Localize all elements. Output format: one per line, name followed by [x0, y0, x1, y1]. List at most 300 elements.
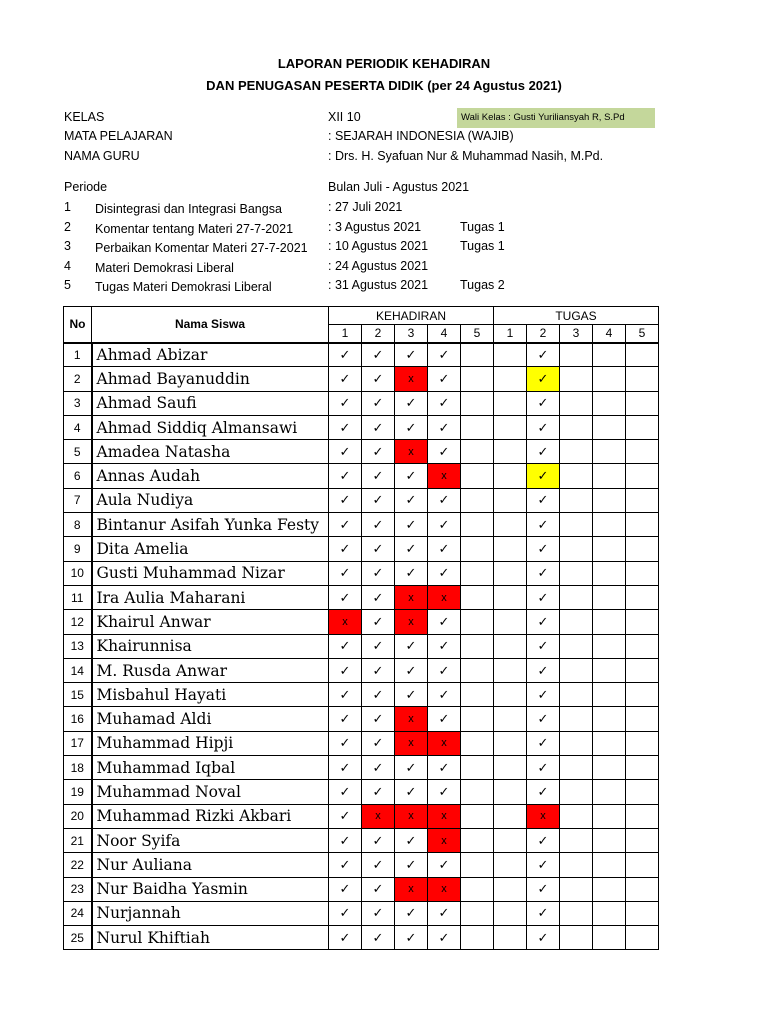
kehadiran-cell: ✓	[329, 415, 362, 439]
tugas-cell	[593, 828, 626, 852]
tugas-cell	[494, 804, 527, 828]
kehadiran-cell: ✓	[329, 804, 362, 828]
kehadiran-cell: ✓	[362, 853, 395, 877]
kehadiran-cell: ✓	[362, 513, 395, 537]
kehadiran-cell: ✓	[395, 513, 428, 537]
tugas-cell: ✓	[527, 513, 560, 537]
kehadiran-cell: ✓	[362, 415, 395, 439]
tugas-cell	[626, 756, 659, 780]
tugas-cell	[626, 731, 659, 755]
guru-label: NAMA GURU	[64, 149, 140, 163]
kehadiran-cell: ✓	[395, 634, 428, 658]
student-no: 1	[64, 343, 92, 367]
kehadiran-col-header: 1	[329, 325, 362, 343]
guru-value: : Drs. H. Syafuan Nur & Muhammad Nasih, M.Pd.	[328, 149, 604, 163]
tugas-cell	[560, 853, 593, 877]
tugas-cell: ✓	[527, 901, 560, 925]
student-name: Ira Aulia Maharani	[92, 585, 329, 609]
tugas-cell	[626, 367, 659, 391]
student-no: 16	[64, 707, 92, 731]
student-name: M. Rusda Anwar	[92, 658, 329, 682]
tugas-cell	[494, 683, 527, 707]
tugas-cell	[560, 707, 593, 731]
student-name: Aula Nudiya	[92, 488, 329, 512]
student-no: 5	[64, 440, 92, 464]
student-name: Nurjannah	[92, 901, 329, 925]
tugas-cell	[593, 367, 626, 391]
kehadiran-cell	[461, 561, 494, 585]
student-name: Ahmad Saufi	[92, 391, 329, 415]
tugas-cell	[626, 683, 659, 707]
tugas-cell	[626, 391, 659, 415]
tugas-cell	[626, 804, 659, 828]
tugas-cell	[494, 343, 527, 367]
tugas-header: TUGAS	[494, 307, 659, 325]
tugas-cell: ✓	[527, 926, 560, 950]
kehadiran-cell: ✓	[428, 488, 461, 512]
student-name: Muhammad Iqbal	[92, 756, 329, 780]
kehadiran-cell	[461, 707, 494, 731]
tugas-cell	[593, 585, 626, 609]
student-name: Muhammad Hipji	[92, 731, 329, 755]
periode-item-date: : 31 Agustus 2021	[328, 278, 429, 292]
periode-item-date: : 3 Agustus 2021	[328, 219, 422, 234]
tugas-cell	[560, 683, 593, 707]
student-name: Amadea Natasha	[92, 440, 329, 464]
kehadiran-cell: ✓	[362, 440, 395, 464]
tugas-cell	[593, 780, 626, 804]
periode-item-date: : 10 Agustus 2021	[328, 239, 429, 253]
kehadiran-cell: ✓	[329, 585, 362, 609]
periode-item-topic: Tugas Materi Demokrasi Liberal	[95, 280, 272, 294]
tugas-cell	[593, 391, 626, 415]
kehadiran-cell: ✓	[395, 391, 428, 415]
tugas-cell: ✓	[527, 780, 560, 804]
kehadiran-cell: ✓	[362, 780, 395, 804]
tugas-cell	[593, 537, 626, 561]
kehadiran-header: KEHADIRAN	[329, 307, 494, 325]
tugas-cell	[494, 415, 527, 439]
periode-item-topic: Komentar tentang Materi 27-7-2021	[95, 221, 294, 236]
student-no: 19	[64, 780, 92, 804]
tugas-cell	[626, 343, 659, 367]
kehadiran-cell: ✓	[362, 828, 395, 852]
student-no: 18	[64, 756, 92, 780]
tugas-cell: ✓	[527, 464, 560, 488]
student-no: 7	[64, 488, 92, 512]
kehadiran-cell: ✓	[395, 561, 428, 585]
tugas-cell: ✓	[527, 585, 560, 609]
table-row	[64, 658, 659, 682]
table-row	[64, 634, 659, 658]
kehadiran-cell	[461, 343, 494, 367]
kehadiran-cell	[461, 780, 494, 804]
student-no: 21	[64, 828, 92, 852]
tugas-cell	[560, 415, 593, 439]
tugas-cell	[494, 464, 527, 488]
tugas-cell	[626, 415, 659, 439]
tugas-cell	[560, 561, 593, 585]
kehadiran-cell: ✓	[428, 561, 461, 585]
tugas-cell	[560, 731, 593, 755]
kehadiran-cell: ✓	[362, 367, 395, 391]
tugas-cell	[560, 464, 593, 488]
tugas-cell	[560, 828, 593, 852]
kehadiran-cell: ✓	[428, 780, 461, 804]
kehadiran-cell: ✓	[362, 877, 395, 901]
student-no: 25	[64, 926, 92, 950]
table-row	[64, 731, 659, 755]
kehadiran-cell: ✓	[329, 853, 362, 877]
tugas-cell: ✓	[527, 537, 560, 561]
tugas-cell	[626, 537, 659, 561]
table-row	[64, 804, 659, 828]
tugas-cell	[626, 488, 659, 512]
table-row	[64, 853, 659, 877]
kehadiran-cell: x	[428, 585, 461, 609]
kehadiran-cell: x	[362, 804, 395, 828]
kehadiran-cell: ✓	[362, 561, 395, 585]
tugas-cell	[494, 877, 527, 901]
kehadiran-cell	[461, 683, 494, 707]
kehadiran-cell: ✓	[362, 901, 395, 925]
kehadiran-cell: ✓	[428, 926, 461, 950]
kehadiran-cell: ✓	[395, 343, 428, 367]
periode-item-no: 1	[64, 200, 71, 214]
kehadiran-cell: x	[395, 440, 428, 464]
kehadiran-cell: ✓	[329, 877, 362, 901]
kehadiran-cell: ✓	[329, 731, 362, 755]
kehadiran-cell: ✓	[395, 853, 428, 877]
tugas-cell	[626, 926, 659, 950]
kehadiran-cell: ✓	[428, 610, 461, 634]
kehadiran-cell: ✓	[428, 658, 461, 682]
tugas-cell: ✓	[527, 415, 560, 439]
tugas-cell: ✓	[527, 367, 560, 391]
tugas-cell	[593, 877, 626, 901]
student-no: 10	[64, 561, 92, 585]
col-nama-header: Nama Siswa	[92, 307, 329, 343]
student-name: Khairunnisa	[92, 634, 329, 658]
kehadiran-cell	[461, 926, 494, 950]
tugas-cell	[560, 537, 593, 561]
table-row	[64, 756, 659, 780]
kehadiran-cell: ✓	[329, 756, 362, 780]
table-row	[64, 391, 659, 415]
kehadiran-cell: ✓	[428, 440, 461, 464]
tugas-cell	[494, 440, 527, 464]
tugas-cell	[560, 343, 593, 367]
student-no: 8	[64, 513, 92, 537]
tugas-cell	[626, 585, 659, 609]
table-row	[64, 707, 659, 731]
table-row	[64, 877, 659, 901]
table-row	[64, 585, 659, 609]
tugas-cell: ✓	[527, 731, 560, 755]
tugas-cell	[560, 634, 593, 658]
student-no: 15	[64, 683, 92, 707]
kehadiran-cell: ✓	[329, 901, 362, 925]
kehadiran-cell: ✓	[395, 901, 428, 925]
tugas-cell	[494, 488, 527, 512]
tugas-cell	[593, 804, 626, 828]
tugas-cell: ✓	[527, 391, 560, 415]
student-name: Misbahul Hayati	[92, 683, 329, 707]
kehadiran-cell: ✓	[362, 926, 395, 950]
kehadiran-cell	[461, 488, 494, 512]
tugas-cell	[560, 391, 593, 415]
tugas-cell	[560, 901, 593, 925]
kehadiran-cell: x	[395, 804, 428, 828]
kehadiran-col-header: 3	[395, 325, 428, 343]
tugas-cell: ✓	[527, 853, 560, 877]
tugas-cell	[560, 610, 593, 634]
kehadiran-cell: x	[428, 464, 461, 488]
tugas-cell	[593, 440, 626, 464]
kehadiran-cell: x	[395, 610, 428, 634]
kehadiran-cell: ✓	[428, 901, 461, 925]
student-name: Nur Baidha Yasmin	[92, 877, 329, 901]
tugas-cell: ✓	[527, 634, 560, 658]
student-no: 14	[64, 658, 92, 682]
kehadiran-cell: x	[395, 585, 428, 609]
table-row	[64, 561, 659, 585]
kehadiran-cell: ✓	[329, 707, 362, 731]
kehadiran-cell: ✓	[362, 488, 395, 512]
student-name: Muhamad Aldi	[92, 707, 329, 731]
tugas-cell	[626, 707, 659, 731]
tugas-cell	[626, 513, 659, 537]
tugas-cell	[626, 901, 659, 925]
tugas-cell: ✓	[527, 488, 560, 512]
mapel-label: MATA PELAJARAN	[64, 129, 173, 143]
student-name: Annas Audah	[92, 464, 329, 488]
kehadiran-cell: x	[329, 610, 362, 634]
kehadiran-cell	[461, 464, 494, 488]
tugas-cell	[494, 513, 527, 537]
kehadiran-cell: ✓	[395, 828, 428, 852]
periode-item-task: Tugas 2	[460, 278, 505, 292]
student-name: Ahmad Siddiq Almansawi	[92, 415, 329, 439]
periode-item-no: 3	[64, 239, 71, 253]
kehadiran-cell: ✓	[329, 391, 362, 415]
tugas-cell: ✓	[527, 343, 560, 367]
kehadiran-cell: x	[428, 877, 461, 901]
kehadiran-cell: ✓	[362, 683, 395, 707]
kehadiran-cell: ✓	[362, 585, 395, 609]
mapel-value: : SEJARAH INDONESIA (WAJIB)	[328, 129, 514, 143]
kehadiran-col-header: 5	[461, 325, 494, 343]
kehadiran-cell	[461, 585, 494, 609]
tugas-cell	[494, 634, 527, 658]
tugas-cell	[494, 658, 527, 682]
table-row	[64, 415, 659, 439]
student-name: Ahmad Abizar	[92, 343, 329, 367]
periode-item-no: 5	[64, 278, 71, 292]
kehadiran-cell: x	[395, 877, 428, 901]
tugas-cell	[626, 440, 659, 464]
kehadiran-cell: ✓	[395, 464, 428, 488]
tugas-cell	[494, 707, 527, 731]
kehadiran-cell: ✓	[329, 634, 362, 658]
kehadiran-cell: ✓	[329, 561, 362, 585]
tugas-cell	[560, 877, 593, 901]
tugas-cell	[494, 731, 527, 755]
kehadiran-cell: ✓	[428, 513, 461, 537]
kehadiran-cell: ✓	[428, 756, 461, 780]
kehadiran-cell: ✓	[329, 683, 362, 707]
student-no: 23	[64, 877, 92, 901]
tugas-cell	[494, 828, 527, 852]
table-row	[64, 926, 659, 950]
tugas-cell	[560, 585, 593, 609]
tugas-cell	[593, 901, 626, 925]
tugas-cell	[593, 707, 626, 731]
kehadiran-cell: ✓	[395, 488, 428, 512]
kehadiran-cell: ✓	[428, 683, 461, 707]
tugas-cell	[560, 488, 593, 512]
kehadiran-cell	[461, 415, 494, 439]
kehadiran-cell: x	[428, 828, 461, 852]
tugas-cell	[593, 853, 626, 877]
periode-item-date: : 27 Juli 2021	[328, 200, 403, 214]
tugas-cell	[593, 561, 626, 585]
tugas-cell	[593, 488, 626, 512]
tugas-cell	[626, 634, 659, 658]
tugas-cell	[494, 780, 527, 804]
periode-item-task: Tugas 1	[460, 239, 505, 253]
periode-range: Bulan Juli - Agustus 2021	[328, 180, 470, 194]
tugas-cell	[593, 415, 626, 439]
kehadiran-cell: ✓	[329, 464, 362, 488]
tugas-cell	[593, 343, 626, 367]
kehadiran-cell: ✓	[329, 537, 362, 561]
tugas-cell	[560, 658, 593, 682]
report-title-line2: DAN PENUGASAN PESERTA DIDIK (per 24 Agustus 2021)	[206, 78, 562, 93]
table-row	[64, 683, 659, 707]
tugas-cell: ✓	[527, 561, 560, 585]
tugas-cell	[593, 658, 626, 682]
tugas-cell	[593, 634, 626, 658]
kehadiran-cell: ✓	[329, 926, 362, 950]
kelas-label: KELAS	[64, 110, 105, 124]
tugas-cell	[494, 853, 527, 877]
kehadiran-cell: ✓	[395, 756, 428, 780]
kelas-value: XII 10	[328, 110, 361, 124]
tugas-col-header: 4	[593, 325, 626, 343]
tugas-cell	[626, 780, 659, 804]
student-no: 4	[64, 415, 92, 439]
kehadiran-cell: ✓	[362, 658, 395, 682]
report-title-line1: LAPORAN PERIODIK KEHADIRAN	[277, 56, 491, 71]
tugas-col-header: 2	[527, 325, 560, 343]
tugas-cell	[560, 780, 593, 804]
kehadiran-cell: ✓	[395, 537, 428, 561]
kehadiran-cell	[461, 756, 494, 780]
table-row	[64, 610, 659, 634]
kehadiran-cell: ✓	[428, 634, 461, 658]
tugas-cell	[494, 610, 527, 634]
student-no: 9	[64, 537, 92, 561]
student-name: Bintanur Asifah Yunka Festy	[92, 513, 329, 537]
table-row	[64, 488, 659, 512]
kehadiran-cell: ✓	[362, 464, 395, 488]
tugas-cell	[494, 756, 527, 780]
student-no: 22	[64, 853, 92, 877]
kehadiran-cell: ✓	[428, 367, 461, 391]
student-no: 6	[64, 464, 92, 488]
tugas-col-header: 1	[494, 325, 527, 343]
tugas-cell	[560, 513, 593, 537]
kehadiran-cell	[461, 804, 494, 828]
tugas-cell	[560, 440, 593, 464]
table-row	[64, 367, 659, 391]
table-row	[64, 440, 659, 464]
tugas-cell	[626, 658, 659, 682]
tugas-cell	[626, 561, 659, 585]
tugas-cell	[593, 926, 626, 950]
kehadiran-cell	[461, 513, 494, 537]
kehadiran-cell	[461, 658, 494, 682]
kehadiran-col-header: 2	[362, 325, 395, 343]
kehadiran-cell: ✓	[395, 683, 428, 707]
kehadiran-cell	[461, 367, 494, 391]
wali-kelas-badge: Wali Kelas : Gusti Yuriliansyah R, S.Pd	[457, 108, 655, 128]
kehadiran-cell: ✓	[362, 707, 395, 731]
kehadiran-cell: x	[395, 731, 428, 755]
tugas-cell	[494, 926, 527, 950]
kehadiran-cell: ✓	[329, 828, 362, 852]
kehadiran-cell	[461, 440, 494, 464]
kehadiran-cell: ✓	[395, 926, 428, 950]
kehadiran-cell: ✓	[329, 513, 362, 537]
col-no-header: No	[64, 307, 92, 343]
tugas-cell: ✓	[527, 683, 560, 707]
tugas-cell	[494, 391, 527, 415]
tugas-cell	[593, 683, 626, 707]
periode-item-topic: Disintegrasi dan Integrasi Bangsa	[95, 202, 282, 216]
kehadiran-cell	[461, 853, 494, 877]
tugas-cell	[494, 585, 527, 609]
kehadiran-cell: ✓	[362, 610, 395, 634]
kehadiran-cell: ✓	[362, 537, 395, 561]
student-name: Muhammad Rizki Akbari	[92, 804, 329, 828]
tugas-cell: ✓	[527, 756, 560, 780]
table-row	[64, 464, 659, 488]
kehadiran-cell: ✓	[395, 658, 428, 682]
student-name: Khairul Anwar	[92, 610, 329, 634]
tugas-cell: ✓	[527, 828, 560, 852]
periode-item-no: 4	[64, 258, 71, 273]
kehadiran-cell: ✓	[329, 343, 362, 367]
tugas-cell	[593, 731, 626, 755]
table-row	[64, 828, 659, 852]
tugas-cell	[560, 756, 593, 780]
tugas-cell: ✓	[527, 610, 560, 634]
periode-item-topic: Materi Demokrasi Liberal	[95, 260, 234, 275]
student-name: Gusti Muhammad Nizar	[92, 561, 329, 585]
kehadiran-cell: ✓	[362, 756, 395, 780]
kehadiran-cell: ✓	[428, 853, 461, 877]
periode-item-date: : 24 Agustus 2021	[328, 258, 429, 273]
tugas-cell	[626, 853, 659, 877]
student-name: Muhammad Noval	[92, 780, 329, 804]
table-row	[64, 343, 659, 367]
table-row	[64, 901, 659, 925]
kehadiran-cell: ✓	[428, 343, 461, 367]
student-name: Nur Auliana	[92, 853, 329, 877]
tugas-cell	[560, 926, 593, 950]
